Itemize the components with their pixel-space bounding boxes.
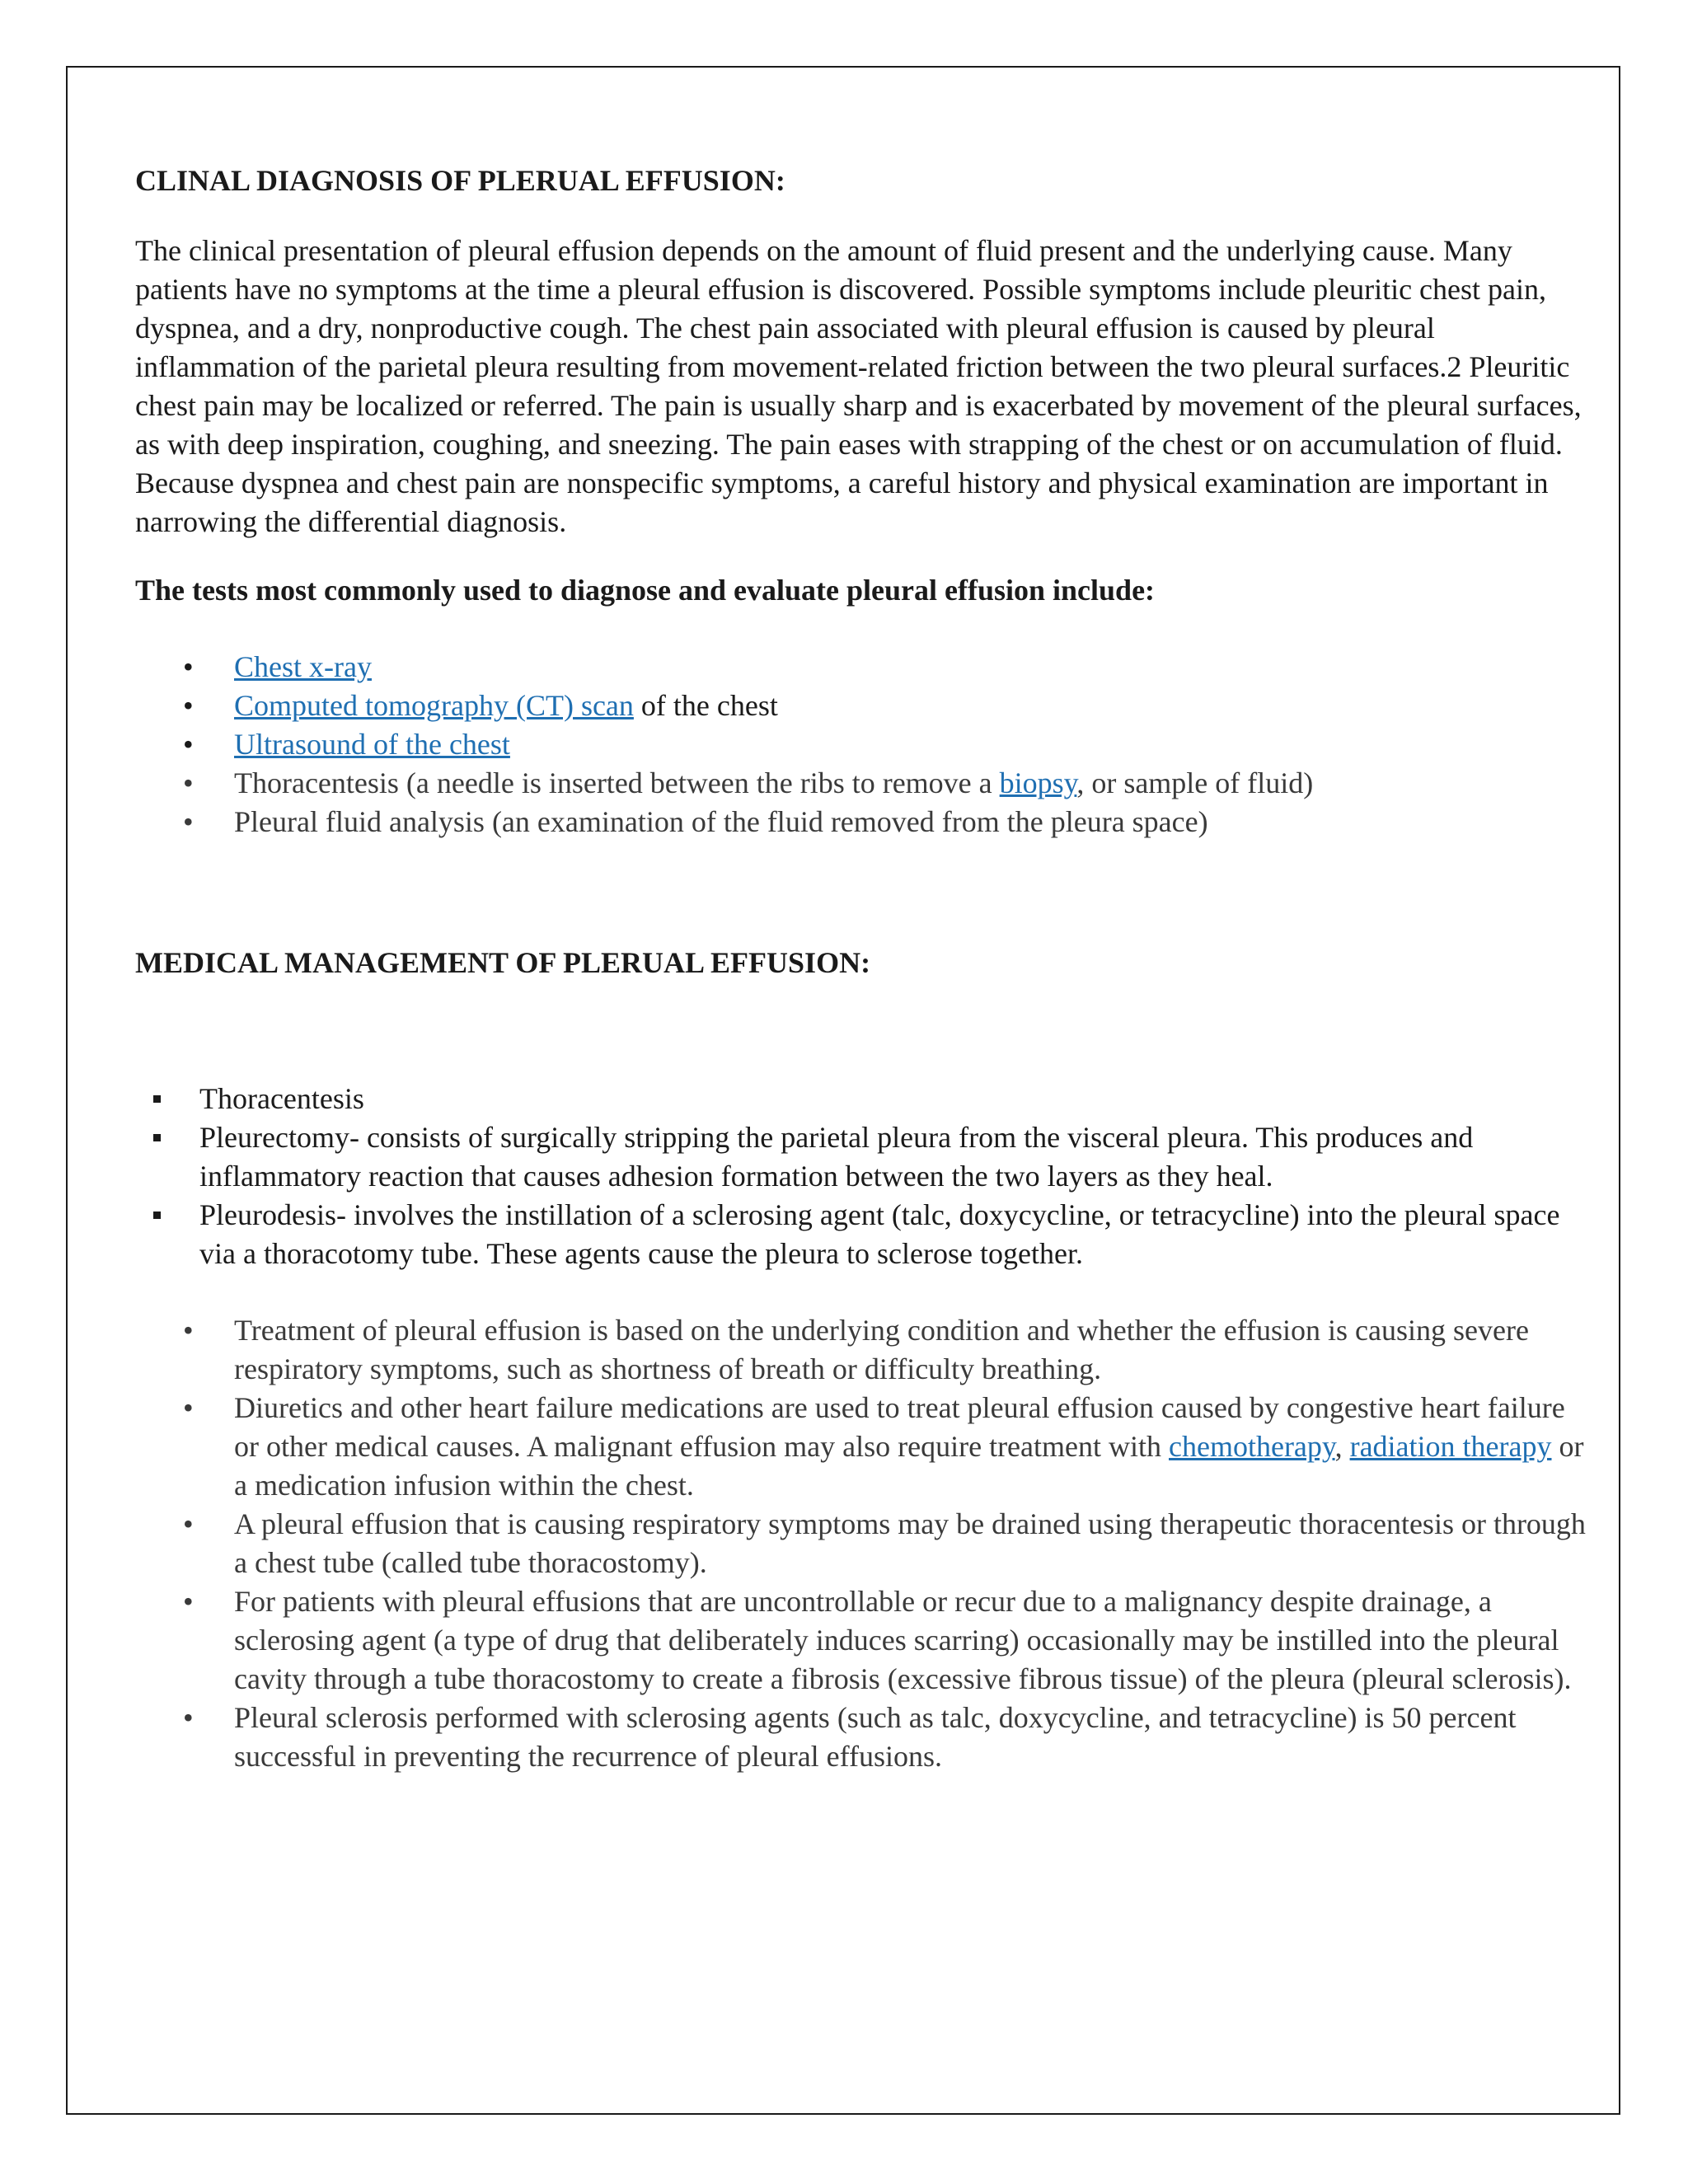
list-item-text: of the chest — [633, 689, 778, 722]
radiation-therapy-link[interactable]: radiation therapy — [1349, 1430, 1552, 1463]
treatment-list — [135, 1311, 1594, 1776]
diagnosis-paragraph: The clinical presentation of pleural effusion depends on the amount of fluid present and the underlying cause. Many patients have no symptoms at the time a pleural effusion is discovered. Possible symptoms include pleuritic chest pain, dyspnea, and a dry, nonproductive cough. The chest pain associated with pleural effusion is caused by pleural inflammation of the parietal pleura resulting from movement-related friction between the two pleural surfaces.2 Pleuritic chest pain may be localized or referred. The pain is usually sharp and is exacerbated by movement of the pleural surfaces, as with deep inspiration, coughing, and sneezing. The pain eases with strapping of the chest or on accumulation of fluid. Because dyspnea and chest pain are nonspecific symptoms, a careful history and physical examination are important in narrowing the differential diagnosis. — [135, 234, 1582, 538]
list-item-text: Pleural fluid analysis (an examination of the fluid removed from the pleura space) — [234, 805, 1208, 838]
tests-list — [135, 648, 1594, 841]
list-item — [135, 725, 1594, 764]
list-item-text: , — [1334, 1430, 1350, 1463]
list-item: • For patients with pleural effusions that are uncontrollable or recur due to a malignancy despite drainage, a sclerosing agent (a type of drug that deliberately induces scarring) occasionally may be instilled into the pleural cavity through a tube thoracostomy to create a fibrosis (excessive fibrous tissue) of the pleura (pleural sclerosis). — [135, 1582, 1594, 1699]
list-item — [135, 764, 1594, 803]
list-item-text: or a medication infusion within the chest. — [234, 1430, 1584, 1502]
procedures-list — [135, 1080, 1594, 1273]
list-item: • A pleural effusion that is causing respiratory symptoms may be drained using therapeutic thoracentesis or through a chest tube (called tube thoracostomy). — [135, 1505, 1594, 1582]
list-item — [135, 687, 1594, 725]
chemotherapy-link[interactable]: chemotherapy — [1169, 1430, 1335, 1463]
ultrasound-link[interactable]: Ultrasound of the chest — [234, 728, 510, 761]
chest-xray-link[interactable]: Chest x-ray — [234, 650, 372, 683]
tests-heading: The tests most commonly used to diagnose and evaluate pleural effusion include: — [135, 574, 1156, 607]
document-body — [135, 162, 1594, 1776]
list-item: Pleurectomy- consists of surgically stripping the parietal pleura from the visceral pleura. This produces and inflammatory reaction that causes adhesion formation between the two layers as they heal. — [135, 1118, 1594, 1196]
list-item: • Treatment of pleural effusion is based on the underlying condition and whether the effusion is causing severe respiratory symptoms, such as shortness of breath or difficulty breathing. — [135, 1311, 1594, 1389]
list-item — [135, 803, 1594, 841]
list-item: Pleurodesis- involves the instillation of a sclerosing agent (talc, doxycycline, or tetracycline) into the pleural space via a thoracotomy tube. These agents cause the pleura to sclerose together. — [135, 1196, 1594, 1273]
list-item-text: Thoracentesis (a needle is inserted between the ribs to remove a — [234, 766, 1000, 799]
list-item-text: Diuretics and other heart failure medications are used to treat pleural effusion caused by congestive heart failure or other medical causes. A malignant effusion may also require treatment with — [234, 1391, 1565, 1463]
list-item — [135, 1389, 1594, 1505]
diagnosis-heading: CLINAL DIAGNOSIS OF PLERUAL EFFUSION: — [135, 164, 785, 197]
biopsy-link[interactable]: biopsy — [999, 766, 1077, 799]
list-item: • Pleural sclerosis performed with sclerosing agents (such as talc, doxycycline, and tetracycline) is 50 percent successful in preventing the recurrence of pleural effusions. — [135, 1699, 1594, 1776]
list-item: Thoracentesis — [135, 1080, 1594, 1118]
list-item — [135, 648, 1594, 687]
management-heading: MEDICAL MANAGEMENT OF PLERUAL EFFUSION: — [135, 946, 871, 979]
ct-scan-link[interactable]: Computed tomography (CT) scan — [234, 689, 634, 722]
list-item-text: , or sample of fluid) — [1076, 766, 1314, 799]
